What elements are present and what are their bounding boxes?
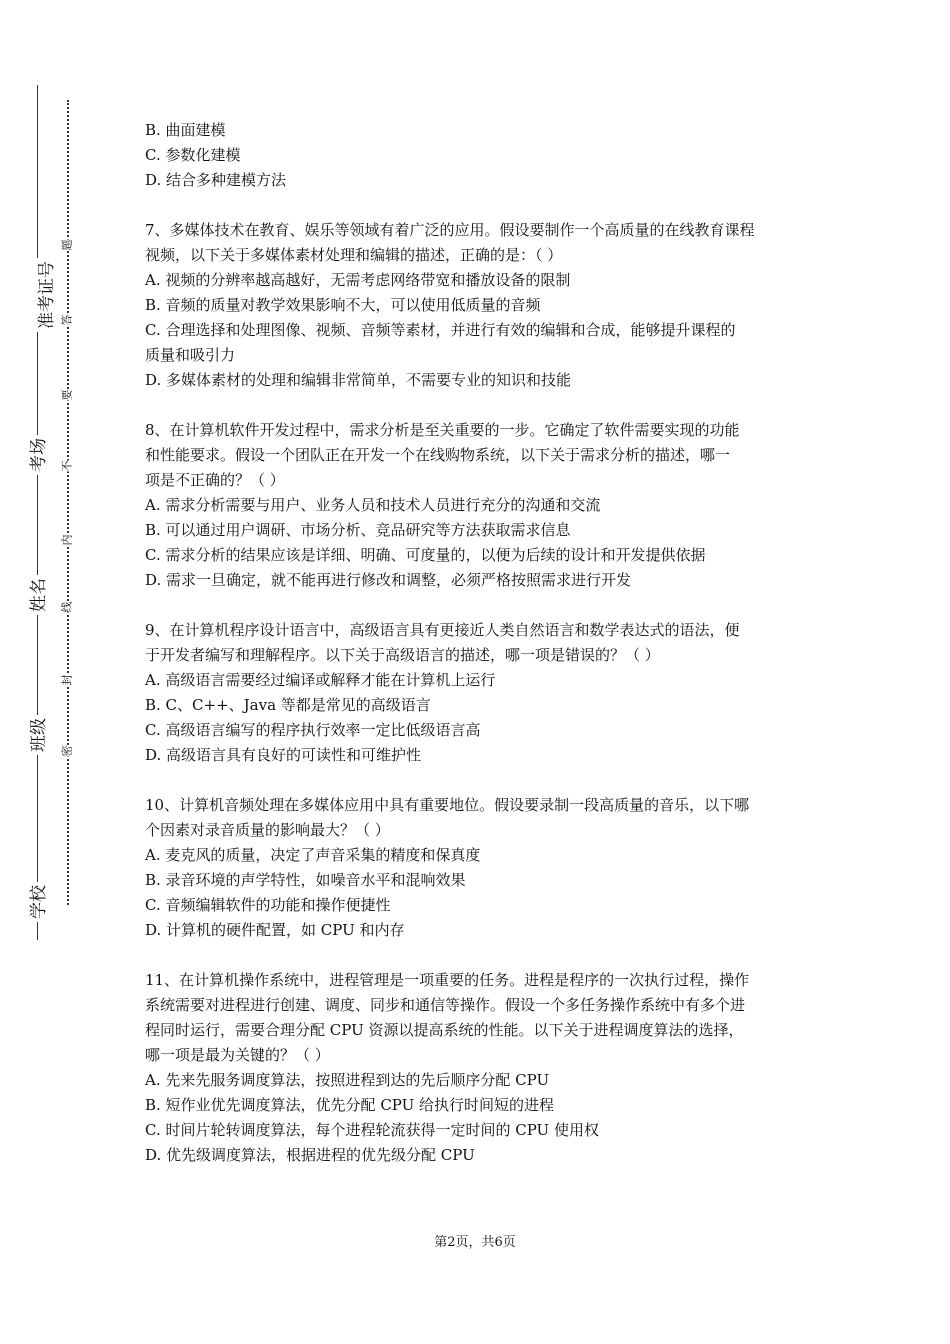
option: A. 先来先服务调度算法，按照进程到达的先后顺序分配 CPU <box>145 1071 550 1089</box>
question-text: 质量和吸引力 <box>145 346 236 364</box>
option: C. 音频编辑软件的功能和操作便捷性 <box>145 896 391 914</box>
question-text: 程同时运行，需要合理分配 CPU 资源以提高系统的性能。以下关于进程调度算法的选择， <box>145 1021 744 1039</box>
page-footer: 第2页，共6页 <box>434 1235 516 1250</box>
option: C. 需求分析的结果应该是详细、明确、可度量的，以便为后续的设计和开发提供依据 <box>145 546 706 564</box>
question-11 <box>145 968 815 1168</box>
name-label: 姓名 <box>29 575 49 615</box>
question-content <box>145 118 815 1168</box>
option: B. 录音环境的声学特性，如噪音水平和混响效果 <box>145 871 466 889</box>
option: A. 麦克风的质量，决定了声音采集的精度和保真度 <box>145 846 481 864</box>
question-text: 哪一项是最为关键的？（ ） <box>145 1046 330 1064</box>
question-10 <box>145 793 815 943</box>
option: B. 音频的质量对教学效果影响不大，可以使用低质量的音频 <box>145 296 541 314</box>
question-9 <box>145 618 815 768</box>
option: C. 参数化建模 <box>145 146 241 164</box>
seal-char: 要 <box>60 389 74 401</box>
option: A. 视频的分辨率越高越好，无需考虑网络带宽和播放设备的限制 <box>145 271 571 289</box>
question-text: 11、在计算机操作系统中，进程管理是一项重要的任务。进程是程序的一次执行过程，操作 <box>145 971 750 989</box>
seal-char: 密 <box>60 745 74 757</box>
question-text: 和性能要求。假设一个团队正在开发一个在线购物系统，以下关于需求分析的描述，哪一 <box>145 446 731 464</box>
seal-dotted-line <box>67 100 69 905</box>
exam-number-label: 准考证号 <box>37 258 57 332</box>
question-text: 7、多媒体技术在教育、娱乐等领域有着广泛的应用。假设要制作一个高质量的在线教育课程 <box>145 221 755 239</box>
question-text: 个因素对录音质量的影响最大？（ ） <box>145 821 390 839</box>
question-text: 于开发者编写和理解程序。以下关于高级语言的描述，哪一项是错误的？（ ） <box>145 646 660 664</box>
school-label: 学校 <box>29 882 49 922</box>
option: D. 计算机的硬件配置，如 CPU 和内存 <box>145 921 405 939</box>
option: C. 合理选择和处理图像、视频、音频等素材，并进行有效的编辑和合成，能够提升课程的 <box>145 321 736 339</box>
question-text: 视频，以下关于多媒体素材处理和编辑的描述，正确的是：（ ） <box>145 246 563 264</box>
seal-char: 题 <box>60 239 74 251</box>
question-text: 项是不正确的？（ ） <box>145 471 285 489</box>
option: D. 多媒体素材的处理和编辑非常简单，不需要专业的知识和技能 <box>145 371 572 389</box>
question-7 <box>145 218 815 393</box>
option: B. 可以通过用户调研、市场分析、竞品研究等方法获取需求信息 <box>145 521 571 539</box>
option: C. 时间片轮转调度算法，每个进程轮流获得一定时间的 CPU 使用权 <box>145 1121 599 1139</box>
option: D. 需求一旦确定，就不能再进行修改和调整，必须严格按照需求进行开发 <box>145 571 632 589</box>
question-text: 系统需要对进程进行创建、调度、同步和通信等操作。假设一个多任务操作系统中有多个进 <box>145 996 746 1014</box>
option: C. 高级语言编写的程序执行效率一定比低级语言高 <box>145 721 481 739</box>
question-text: 10、计算机音频处理在多媒体应用中具有重要地位。假设要录制一段高质量的音乐，以下哪 <box>145 796 750 814</box>
previous-question-options <box>145 118 815 193</box>
question-text: 8、在计算机软件开发过程中，需求分析是至关重要的一步。它确定了软件需要实现的功能 <box>145 421 740 439</box>
fill-in-line <box>37 85 38 940</box>
seal-char: 封 <box>60 674 74 686</box>
question-text: 9、在计算机程序设计语言中，高级语言具有更接近人类自然语言和数学表达式的语法，便 <box>145 621 740 639</box>
option: B. 曲面建模 <box>145 121 226 139</box>
question-8 <box>145 418 815 593</box>
option: D. 高级语言具有良好的可读性和可维护性 <box>145 746 422 764</box>
option: B. 短作业优先调度算法，优先分配 CPU 给执行时间短的进程 <box>145 1096 555 1114</box>
option: A. 需求分析需要与用户、业务人员和技术人员进行充分的沟通和交流 <box>145 496 601 514</box>
option: A. 高级语言需要经过编译或解释才能在计算机上运行 <box>145 671 496 689</box>
seal-char: 内 <box>60 534 74 546</box>
option: D. 结合多种建模方法 <box>145 171 287 189</box>
seal-char: 线 <box>60 601 74 613</box>
option: B. C、C++、Java 等都是常见的高级语言 <box>145 696 431 714</box>
exam-room-label: 考场 <box>29 435 49 475</box>
seal-char: 不 <box>60 460 74 472</box>
seal-char: 答 <box>60 314 74 326</box>
option: D. 优先级调度算法，根据进程的优先级分配 CPU <box>145 1146 475 1164</box>
class-label: 班级 <box>29 715 49 755</box>
